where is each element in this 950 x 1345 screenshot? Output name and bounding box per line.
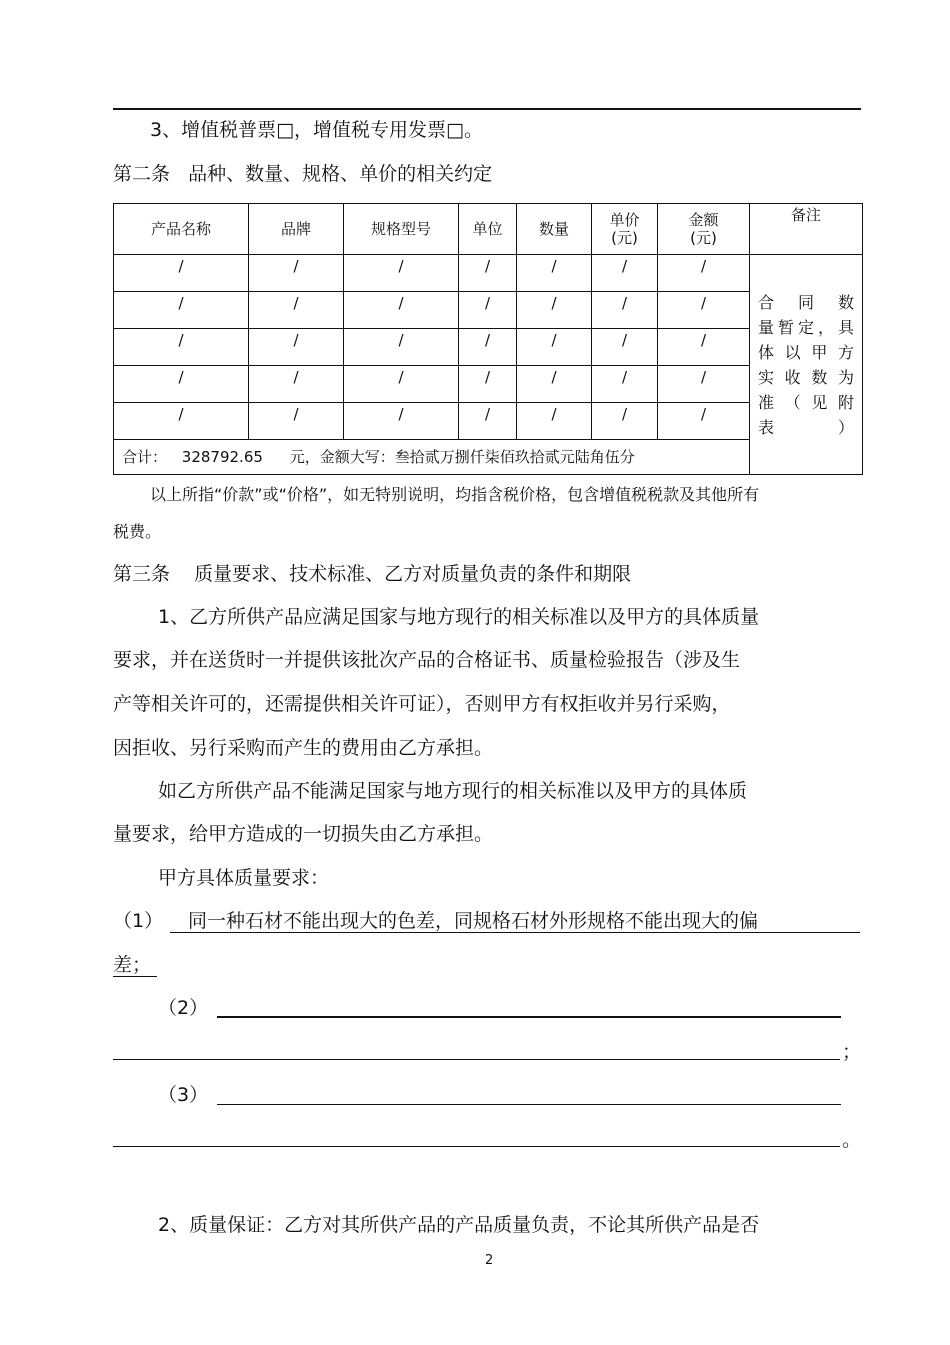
requirement-3-blank xyxy=(217,1104,841,1105)
table-cell: / xyxy=(517,292,592,329)
header-quantity: 数量 xyxy=(517,204,592,255)
requirement-1-number: （1） xyxy=(113,910,164,932)
table-cell: / xyxy=(459,255,517,292)
table-row xyxy=(114,255,863,292)
article-2-title: 第二条 品种、数量、规格、单价的相关约定 xyxy=(113,163,493,185)
para-2-line-1: 如乙方所供产品不能满足国家与地方现行的相关标准以及甲方的具体质 xyxy=(158,780,748,802)
table-cell: / xyxy=(114,292,249,329)
product-table xyxy=(113,203,863,475)
requirement-2-blank xyxy=(217,1016,841,1018)
table-cell: / xyxy=(344,329,459,366)
table-cell: / xyxy=(592,403,658,440)
para-1-line-4: 因拒收、另行采购而产生的费用由乙方承担。 xyxy=(113,737,494,759)
table-cell: / xyxy=(592,329,658,366)
table-cell: / xyxy=(114,366,249,403)
table-cell: / xyxy=(658,366,750,403)
table-cell: / xyxy=(658,292,750,329)
requirement-1-text: 同一种石材不能出现大的色差，同规格石材外形规格不能出现大的偏 xyxy=(188,910,759,932)
price-note: 以上所指“价款”或“价格”，如无特别说明，均指含税价格，包含增值税税款及其他所有 xyxy=(150,485,760,504)
para-2-line-2: 量要求，给甲方造成的一切损失由乙方承担。 xyxy=(113,823,494,845)
header-product-name: 产品名称 xyxy=(114,204,249,255)
header-rule xyxy=(113,108,861,110)
requirement-2-blank-cont xyxy=(113,1059,840,1060)
table-cell: / xyxy=(344,403,459,440)
table-cell: / xyxy=(658,329,750,366)
table-cell: / xyxy=(517,255,592,292)
total-label: 合计： xyxy=(122,448,168,466)
requirement-1-text-cont: 差； xyxy=(113,954,152,976)
article-3-title: 第三条 质量要求、技术标准、乙方对质量负责的条件和期限 xyxy=(113,563,632,585)
quality-requirements-label: 甲方具体质量要求： xyxy=(158,867,330,889)
para-1-line-1: 1、乙方所供产品应满足国家与地方现行的相关标准以及甲方的具体质量 xyxy=(158,606,760,628)
para-1-line-3: 产等相关许可的，还需提供相关许可证），否则甲方有权拒收并另行采购， xyxy=(113,693,731,715)
requirement-3-number: （3） xyxy=(158,1084,209,1106)
total-amount: 328792.65 xyxy=(181,448,263,466)
table-cell: / xyxy=(114,255,249,292)
table-cell: / xyxy=(114,329,249,366)
table-cell: / xyxy=(658,255,750,292)
quality-guarantee-paragraph: 2、质量保证：乙方对其所供产品的产品质量负责，不论其所供产品是否 xyxy=(158,1214,760,1236)
requirement-3-blank-cont xyxy=(113,1146,840,1147)
requirement-2-end: ； xyxy=(842,1041,862,1063)
para-1-line-2: 要求，并在送货时一并提供该批次产品的合格证书、质量检验报告（涉及生 xyxy=(113,649,741,671)
header-amount: 金额 (元) xyxy=(658,204,750,255)
header-unit-price: 单价 (元) xyxy=(592,204,658,255)
requirement-2-number: （2） xyxy=(158,997,209,1019)
header-remark: 备注 xyxy=(750,204,863,255)
table-cell: / xyxy=(114,403,249,440)
header-brand: 品牌 xyxy=(249,204,344,255)
table-cell: / xyxy=(249,329,344,366)
table-header-row xyxy=(114,204,863,255)
remark-cell: 合 同 数 量暂定，具 体 以 甲 方 实 收 数 为 准 （ 见 附 表） xyxy=(750,255,863,475)
table-cell: / xyxy=(592,292,658,329)
table-cell: / xyxy=(344,255,459,292)
price-note-cont: 税费。 xyxy=(113,522,162,541)
table-cell: / xyxy=(459,403,517,440)
table-cell: / xyxy=(344,366,459,403)
table-cell: / xyxy=(344,292,459,329)
requirement-1-underline xyxy=(170,932,860,933)
table-cell: / xyxy=(249,366,344,403)
table-cell: / xyxy=(517,366,592,403)
table-cell: / xyxy=(459,329,517,366)
total-cell xyxy=(114,440,750,475)
table-cell: / xyxy=(249,292,344,329)
table-cell: / xyxy=(459,366,517,403)
requirement-3-end: 。 xyxy=(842,1129,862,1151)
table-cell: / xyxy=(517,403,592,440)
table-cell: / xyxy=(249,403,344,440)
table-cell: / xyxy=(517,329,592,366)
table-cell: / xyxy=(592,366,658,403)
invoice-type-line: 3、增值税普票□，增值税专用发票□。 xyxy=(150,119,483,141)
table-cell: / xyxy=(658,403,750,440)
table-cell: / xyxy=(249,255,344,292)
table-cell: / xyxy=(592,255,658,292)
requirement-1-underline-cont xyxy=(113,976,157,977)
header-unit: 单位 xyxy=(459,204,517,255)
total-in-words: 元，金额大写：叁拾贰万捌仟柒佰玖拾贰元陆角伍分 xyxy=(289,448,635,466)
header-spec-model: 规格型号 xyxy=(344,204,459,255)
table-cell: / xyxy=(459,292,517,329)
page-number: 2 xyxy=(485,1253,494,1268)
